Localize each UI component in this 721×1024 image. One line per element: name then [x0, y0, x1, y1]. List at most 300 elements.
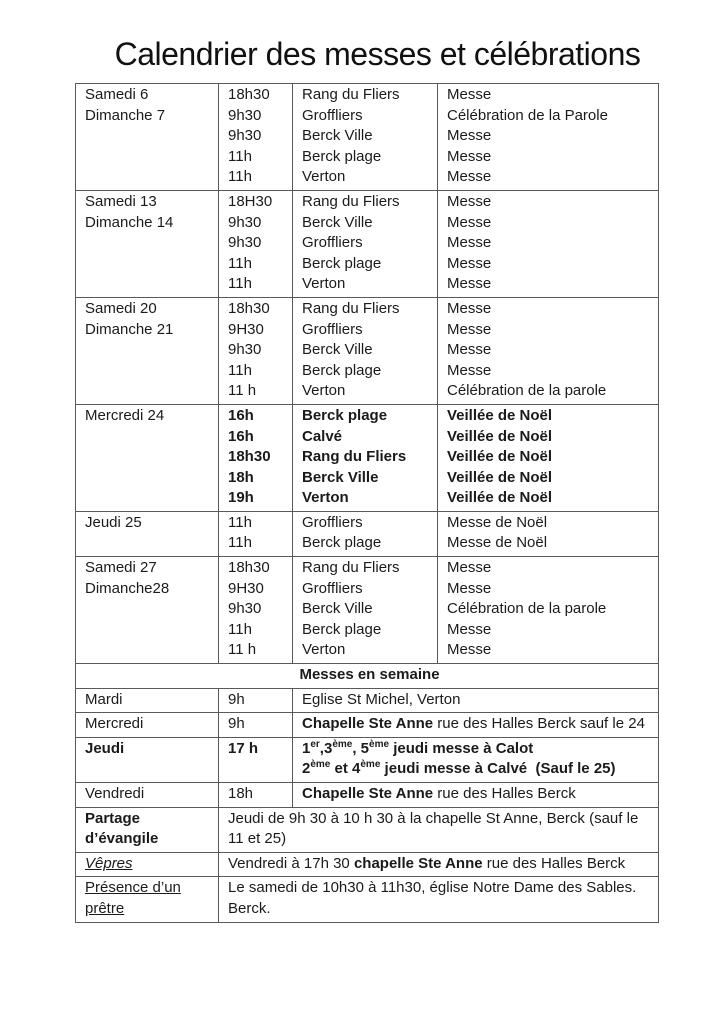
mass-description — [447, 427, 654, 448]
text-segment: 18h30 — [228, 559, 270, 577]
text-segment: Messe — [447, 213, 492, 231]
place-cell — [293, 190, 438, 297]
mass-place — [302, 213, 433, 234]
mass-place — [302, 620, 433, 641]
text-segment: Messe — [447, 620, 492, 638]
mass-time — [228, 513, 288, 534]
text-segment: Rang du Fliers — [302, 299, 400, 317]
text-segment: 18H30 — [228, 192, 273, 210]
mass-time — [228, 468, 288, 489]
mass-place — [302, 320, 433, 341]
text-segment: Dimanche28 — [85, 579, 170, 597]
time-cell — [219, 404, 293, 511]
mass-description — [447, 488, 654, 509]
text-segment: 9h30 — [228, 106, 262, 124]
text-segment: Messe — [447, 361, 492, 379]
text-segment: Berck plage — [302, 534, 382, 552]
text-segment: ème — [369, 738, 390, 750]
mass-time — [228, 299, 288, 320]
mass-time — [228, 320, 288, 341]
time-cell — [219, 783, 293, 808]
text-segment: Célébration de la parole — [447, 600, 607, 618]
text-segment: 18h30 — [228, 86, 270, 103]
time-cell — [219, 190, 293, 297]
mass-description — [447, 147, 654, 168]
text-segment: 11h — [228, 275, 252, 293]
day-label — [85, 690, 214, 711]
text-segment: Messe — [447, 168, 492, 186]
text-segment: Samedi 13 — [85, 192, 157, 210]
mass-place — [302, 488, 433, 509]
mass-time — [228, 690, 288, 711]
text-segment: Messe — [447, 127, 492, 145]
content-cell — [293, 783, 659, 808]
text-segment: Berck Ville — [302, 600, 373, 618]
text-segment: Messe — [447, 341, 492, 359]
text-segment: 11h — [228, 534, 252, 552]
text-segment: chapelle Ste Anne — [353, 854, 483, 872]
text-segment: Messe — [447, 234, 492, 252]
section-header-row — [76, 664, 659, 689]
text-segment: Messe — [447, 579, 492, 597]
mass-time — [228, 167, 288, 188]
text-segment: jeudi messe à Calvé (Sauf le 25) — [380, 760, 616, 778]
mass-description — [447, 599, 654, 620]
mass-time — [228, 274, 288, 295]
text-segment: 9h30 — [228, 127, 262, 145]
text-segment: Verton — [302, 382, 346, 400]
mass-time — [228, 558, 288, 579]
mass-time — [228, 254, 288, 275]
text-segment: 9h — [228, 690, 245, 708]
day-label — [85, 739, 214, 760]
place-cell — [293, 404, 438, 511]
day-cell — [76, 688, 219, 713]
text-segment: Verton — [302, 489, 349, 507]
text-segment: Messe — [447, 86, 492, 103]
text-segment: Messe — [447, 275, 492, 293]
time-cell — [219, 713, 293, 738]
day-label — [85, 854, 214, 875]
content-line — [228, 829, 654, 850]
content-cell — [293, 713, 659, 738]
day-label — [85, 809, 214, 830]
text-segment: Messe — [447, 254, 492, 272]
text-segment: Rang du Fliers — [302, 192, 400, 210]
text-segment: Groffliers — [302, 234, 363, 252]
content-line — [228, 878, 654, 899]
mass-description — [447, 126, 654, 147]
mass-description — [447, 406, 654, 427]
mass-description — [447, 513, 654, 534]
mass-place — [302, 558, 433, 579]
weekday-row — [76, 737, 659, 782]
mass-place — [302, 599, 433, 620]
mass-time — [228, 381, 288, 402]
mass-description — [447, 340, 654, 361]
text-segment: Berck Ville — [302, 341, 373, 359]
day-label — [85, 784, 214, 805]
mass-description — [447, 361, 654, 382]
section-header-cell — [76, 664, 659, 689]
mass-place — [302, 381, 433, 402]
mass-time — [228, 620, 288, 641]
weekday-row — [76, 807, 659, 852]
day-label — [85, 558, 214, 579]
text-segment: Berck Ville — [302, 468, 379, 486]
mass-description — [447, 381, 654, 402]
mass-time — [228, 640, 288, 661]
weekday-row — [76, 688, 659, 713]
text-segment: jeudi messe à Calot — [389, 739, 534, 757]
text-segment: rue des Halles Berck — [433, 785, 576, 802]
mass-place — [302, 147, 433, 168]
text-segment: rue des Halles Berck sauf le 24 — [433, 715, 645, 733]
mass-time — [228, 213, 288, 234]
text-segment: Berck plage — [302, 406, 388, 424]
text-segment: 9h30 — [228, 234, 262, 252]
time-cell — [219, 688, 293, 713]
mass-description — [447, 106, 654, 127]
text-segment: d’évangile — [85, 830, 159, 848]
text-segment: ème — [332, 738, 353, 750]
mass-place — [302, 513, 433, 534]
mass-description — [447, 213, 654, 234]
text-segment: Vendredi à 17h 30 — [228, 854, 354, 872]
weekend-block-row — [76, 404, 659, 511]
text-segment: 2 — [302, 760, 311, 778]
day-cell — [76, 807, 219, 852]
text-segment: Messes en semaine — [299, 666, 440, 684]
weekend-block-row — [76, 557, 659, 664]
text-segment: 1 — [302, 739, 311, 757]
text-segment: Célébration de la parole — [447, 382, 607, 400]
mass-place — [302, 167, 433, 188]
text-segment: Verton — [302, 168, 346, 186]
day-label — [85, 192, 214, 213]
text-segment: 11h — [228, 147, 252, 165]
day-label — [85, 85, 214, 106]
mass-time — [228, 147, 288, 168]
mass-time — [228, 406, 288, 427]
mass-time — [228, 340, 288, 361]
day-cell — [76, 557, 219, 664]
text-segment: Messe de Noël — [447, 534, 548, 552]
mass-place — [302, 468, 433, 489]
text-segment: Chapelle Ste Anne — [302, 785, 434, 802]
text-segment: Groffliers — [302, 579, 363, 597]
text-segment: 16h — [228, 427, 254, 445]
text-segment: Le samedi de 10h30 à 11h30, église Notre Dame des Sables. — [228, 879, 637, 897]
text-segment: er — [310, 738, 320, 750]
weekday-row — [76, 783, 659, 808]
mass-time — [228, 233, 288, 254]
text-segment: 9h30 — [228, 341, 262, 359]
text-segment: 11h — [228, 361, 252, 379]
text-segment: Célébration de la Parole — [447, 106, 608, 124]
day-label — [85, 106, 214, 127]
content-cell — [219, 807, 659, 852]
description-cell — [438, 511, 659, 556]
text-segment: Partage — [85, 809, 141, 827]
mass-place — [302, 299, 433, 320]
text-segment: 19h — [228, 489, 254, 507]
mass-description — [447, 233, 654, 254]
content-cell — [219, 852, 659, 877]
description-cell — [438, 84, 659, 191]
weekday-row — [76, 713, 659, 738]
day-cell — [76, 190, 219, 297]
text-segment: Samedi 20 — [85, 299, 157, 317]
content-cell — [219, 877, 659, 922]
text-segment: ème — [310, 759, 331, 771]
time-cell — [219, 737, 293, 782]
mass-place — [302, 427, 433, 448]
text-segment: Rang du Fliers — [302, 559, 400, 577]
time-cell — [219, 297, 293, 404]
mass-time — [228, 427, 288, 448]
mass-description — [447, 558, 654, 579]
place-cell — [293, 297, 438, 404]
mass-place — [302, 192, 433, 213]
mass-time — [228, 106, 288, 127]
text-segment: Messe — [447, 641, 492, 659]
day-label — [85, 406, 214, 427]
text-segment: Messe — [447, 192, 492, 210]
text-segment: Jeudi — [85, 739, 125, 757]
text-segment: 17 h — [228, 739, 259, 757]
day-cell — [76, 511, 219, 556]
mass-description — [447, 167, 654, 188]
text-segment: Berck plage — [302, 361, 382, 379]
time-cell — [219, 557, 293, 664]
mass-description — [447, 85, 654, 106]
mass-place — [302, 533, 433, 554]
text-segment: Messe — [447, 559, 492, 577]
day-cell — [76, 852, 219, 877]
text-segment: Jeudi 25 — [85, 513, 142, 531]
place-cell — [293, 557, 438, 664]
text-segment: 18h — [228, 468, 254, 486]
content-line — [302, 784, 654, 805]
content-cell — [293, 688, 659, 713]
text-segment: Berck Ville — [302, 213, 373, 231]
text-segment: Berck plage — [302, 254, 382, 272]
mass-time — [228, 533, 288, 554]
weekend-block-row — [76, 84, 659, 191]
mass-time — [228, 714, 288, 735]
page-title: Calendrier des messes et célébrations — [114, 36, 641, 72]
mass-time — [228, 488, 288, 509]
content-line — [228, 899, 654, 920]
content-line — [302, 759, 654, 780]
text-segment: Calvé — [302, 427, 343, 445]
place-cell — [293, 84, 438, 191]
text-segment: 11h — [228, 168, 252, 186]
text-segment: 9h30 — [228, 213, 262, 231]
mass-description — [447, 192, 654, 213]
mass-place — [302, 274, 433, 295]
text-segment: Dimanche 21 — [85, 320, 174, 338]
day-label — [85, 899, 214, 920]
content-line — [228, 809, 654, 830]
text-segment: Rang du Fliers — [302, 448, 407, 466]
text-segment: Verton — [302, 641, 346, 659]
text-segment: Veillée de Noël — [447, 448, 553, 466]
mass-description — [447, 274, 654, 295]
day-cell — [76, 877, 219, 922]
day-label — [85, 579, 214, 600]
mass-place — [302, 233, 433, 254]
text-segment: Berck plage — [302, 620, 382, 638]
text-segment: 11h — [228, 513, 252, 531]
text-segment: 11 h — [228, 641, 257, 659]
weekend-block-row — [76, 297, 659, 404]
text-segment: Chapelle Ste Anne — [302, 715, 434, 733]
content-line — [302, 714, 654, 735]
text-segment: Eglise St Michel, Verton — [302, 690, 461, 708]
calendar-body — [76, 84, 659, 923]
time-cell — [219, 84, 293, 191]
content-line — [302, 739, 654, 760]
weekday-row — [76, 877, 659, 922]
place-cell — [293, 511, 438, 556]
text-segment: Présence d’un — [85, 879, 181, 897]
weekend-block-row — [76, 511, 659, 556]
text-segment: 18h — [228, 785, 254, 802]
text-segment: Messe — [447, 147, 492, 165]
text-segment: prêtre — [85, 899, 125, 917]
text-segment: Rang du Fliers — [302, 86, 400, 103]
text-segment: Dimanche 7 — [85, 106, 166, 124]
mass-time — [228, 599, 288, 620]
day-cell — [76, 84, 219, 191]
text-segment: 11h — [228, 254, 252, 272]
text-segment: ème — [360, 759, 381, 771]
text-segment: Messe — [447, 320, 492, 338]
text-segment: ,3 — [319, 739, 333, 757]
mass-description — [447, 533, 654, 554]
text-segment: 11h — [228, 620, 252, 638]
mass-place — [302, 447, 433, 468]
text-segment: Verton — [302, 275, 346, 293]
day-label — [85, 299, 214, 320]
text-segment: Samedi 27 — [85, 559, 157, 577]
mass-description — [447, 579, 654, 600]
day-cell — [76, 404, 219, 511]
text-segment: 11 h — [228, 382, 257, 400]
text-segment: Berck. — [228, 899, 271, 917]
mass-place — [302, 254, 433, 275]
text-segment: Berck plage — [302, 147, 382, 165]
description-cell — [438, 404, 659, 511]
mass-time — [228, 739, 288, 760]
text-segment: Veillée de Noël — [447, 489, 553, 507]
mass-time — [228, 85, 288, 106]
text-segment: et 4 — [330, 760, 361, 778]
day-label — [85, 513, 214, 534]
mass-calendar-table — [75, 83, 659, 923]
mass-time — [228, 126, 288, 147]
text-segment: Messe de Noël — [447, 513, 548, 531]
text-segment: Mardi — [85, 690, 123, 708]
description-cell — [438, 557, 659, 664]
mass-description — [447, 640, 654, 661]
mass-description — [447, 254, 654, 275]
text-segment: Samedi 6 — [85, 86, 149, 103]
text-segment: 9h — [228, 715, 245, 733]
day-label — [85, 829, 214, 850]
text-segment: Dimanche 14 — [85, 213, 174, 231]
text-segment: 18h30 — [228, 448, 271, 466]
section-header-label — [85, 665, 654, 686]
text-segment: Jeudi de 9h 30 à 10 h 30 à la chapelle St Anne, Berck (sauf le — [228, 809, 639, 827]
mass-time — [228, 447, 288, 468]
weekend-block-row — [76, 190, 659, 297]
day-cell — [76, 783, 219, 808]
content-cell — [293, 737, 659, 782]
content-line — [302, 690, 654, 711]
mass-place — [302, 406, 433, 427]
day-cell — [76, 737, 219, 782]
mass-description — [447, 620, 654, 641]
mass-description — [447, 320, 654, 341]
day-label — [85, 213, 214, 234]
mass-place — [302, 106, 433, 127]
mass-place — [302, 126, 433, 147]
day-cell — [76, 713, 219, 738]
mass-description — [447, 468, 654, 489]
text-segment: Mercredi 24 — [85, 406, 165, 424]
text-segment: Veillée de Noël — [447, 406, 553, 424]
mass-description — [447, 447, 654, 468]
mass-place — [302, 340, 433, 361]
text-segment: rue des Halles Berck — [482, 854, 626, 872]
text-segment: Groffliers — [302, 513, 363, 531]
text-segment: Vêpres — [85, 854, 133, 872]
time-cell — [219, 511, 293, 556]
day-label — [85, 878, 214, 899]
text-segment: , 5 — [352, 739, 370, 757]
mass-place — [302, 579, 433, 600]
mass-place — [302, 361, 433, 382]
day-cell — [76, 297, 219, 404]
text-segment: 9H30 — [228, 320, 264, 338]
text-segment: 9h30 — [228, 600, 262, 618]
mass-description — [447, 299, 654, 320]
text-segment: Veillée de Noël — [447, 427, 553, 445]
day-label — [85, 320, 214, 341]
text-segment: Messe — [447, 299, 492, 317]
text-segment: Berck Ville — [302, 127, 373, 145]
text-segment: Mercredi — [85, 715, 144, 733]
text-segment: Veillée de Noël — [447, 468, 553, 486]
text-segment: Groffliers — [302, 106, 363, 124]
text-segment: Groffliers — [302, 320, 363, 338]
text-segment: 16h — [228, 406, 254, 424]
text-segment: Vendredi — [85, 785, 145, 802]
mass-place — [302, 85, 433, 106]
content-line — [228, 854, 654, 875]
text-segment: 9H30 — [228, 579, 264, 597]
mass-time — [228, 192, 288, 213]
description-cell — [438, 297, 659, 404]
text-segment: 11 et 25) — [228, 830, 287, 848]
day-label — [85, 714, 214, 735]
description-cell — [438, 190, 659, 297]
text-segment: 18h30 — [228, 299, 270, 317]
weekday-row — [76, 852, 659, 877]
